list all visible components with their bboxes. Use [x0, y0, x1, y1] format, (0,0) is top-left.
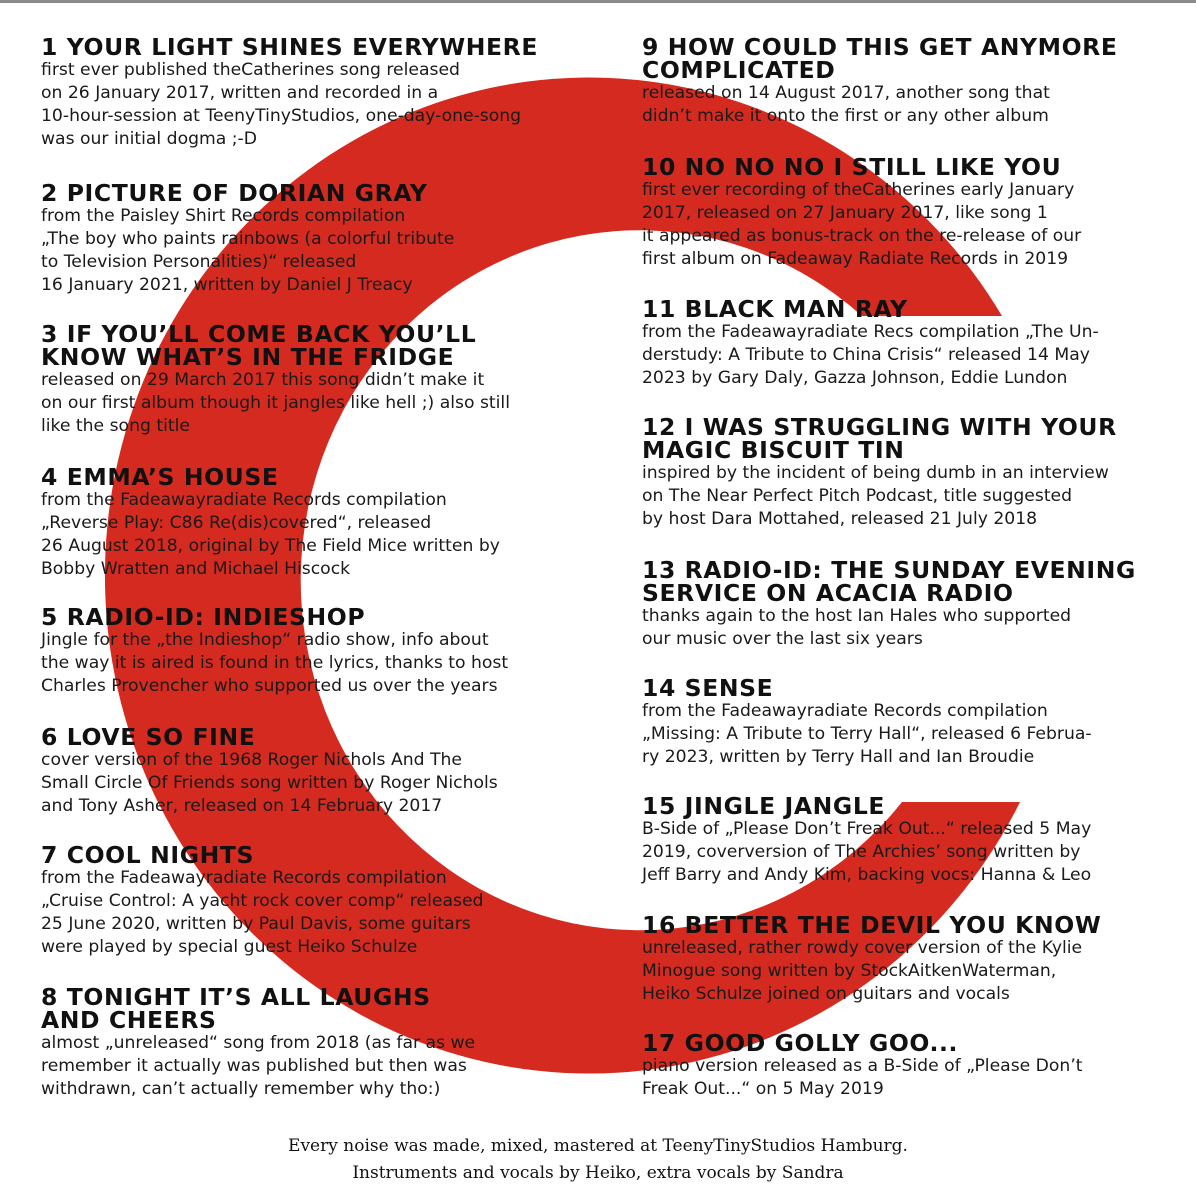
credits-line-musicians: Instruments and vocals by Heiko, extra vocals by Sandra — [352, 1163, 844, 1183]
track-title: 12 I WAS STRUGGLING WITH YOUR MAGIC BISCUIT TIN — [642, 413, 1117, 464]
track-5 — [41, 603, 581, 726]
track-3 — [41, 320, 581, 466]
track-description: Jingle for the „the Indieshop“ radio show, info about the way it is aired is found in the lyrics, thanks to host Charles Provencher who supported us over the years — [41, 630, 509, 696]
track-description: first ever published theCatherines song released on 26 January 2017, written and recorded in a 10-hour-session at TeenyTinyStudios, one-day-one-song was our initial dogma ;-D — [41, 60, 522, 149]
track-description: from the Paisley Shirt Records compilation „The boy who paints rainbows (a colorful tribute to Television Personalities)“ released 16 January 2021, written by Daniel J Treacy — [41, 206, 455, 295]
track-title: 14 SENSE — [642, 674, 774, 702]
track-description: thanks again to the host Ian Hales who supported our music over the last six years — [642, 606, 1072, 649]
track-6 — [41, 723, 581, 844]
track-title: 8 TONIGHT IT’S ALL LAUGHS AND CHEERS — [41, 983, 431, 1034]
track-2 — [41, 179, 581, 323]
track-description: from the Fadeawayradiate Records compilation „Missing: A Tribute to Terry Hall“, released 6 Februa- ry 2023, written by Terry Hall and Ian Broudie — [642, 701, 1092, 767]
track-title: 15 JINGLE JANGLE — [642, 792, 886, 820]
track-title: 10 NO NO NO I STILL LIKE YOU — [642, 153, 1062, 181]
track-11 — [642, 295, 1162, 416]
credits — [0, 1133, 1196, 1187]
track-title: 7 COOL NIGHTS — [41, 841, 255, 869]
track-1 — [41, 33, 581, 182]
track-title: 11 BLACK MAN RAY — [642, 295, 908, 323]
track-9 — [642, 33, 1162, 156]
track-14 — [642, 674, 1162, 795]
track-title: 3 IF YOU’LL COME BACK YOU’LL KNOW WHAT’S IN THE FRIDGE — [41, 320, 477, 371]
track-description: first ever recording of theCatherines early January 2017, released on 27 January 2017, like song 1 it appeared as bonus-track on the re-release of our first album on Fadeaway Radiate Records in 2019 — [642, 180, 1082, 269]
credits-line-studio: Every noise was made, mixed, mastered at TeenyTinyStudios Hamburg. — [288, 1136, 908, 1156]
track-description: almost „unreleased“ song from 2018 (as far as we remember it actually was published but then was withdrawn, can’t actually remember why tho:) — [41, 1033, 476, 1099]
track-title: 4 EMMA’S HOUSE — [41, 463, 279, 491]
track-title: 16 BETTER THE DEVIL YOU KNOW — [642, 911, 1102, 939]
track-description: inspired by the incident of being dumb in an interview on The Near Perfect Pitch Podcast, title suggested by host Dara Mottahed, released 21 July 2018 — [642, 463, 1109, 529]
track-title: 17 GOOD GOLLY GOO... — [642, 1029, 959, 1057]
track-title: 6 LOVE SO FINE — [41, 723, 256, 751]
track-description: piano version released as a B-Side of „Please Don’t Freak Out...“ on 5 May 2019 — [642, 1056, 1083, 1099]
track-description: released on 14 August 2017, another song that didn’t make it onto the first or any other album — [642, 83, 1050, 126]
track-title: 2 PICTURE OF DORIAN GRAY — [41, 179, 428, 207]
track-title: 13 RADIO-ID: THE SUNDAY EVENING SERVICE ON ACACIA RADIO — [642, 556, 1136, 607]
track-description: from the Fadeawayradiate Records compilation „Cruise Control: A yacht rock cover comp“ released 25 June 2020, written by Paul Davis, some guitars were played by special guest Heiko Schulze — [41, 868, 484, 957]
track-16 — [642, 911, 1162, 1032]
track-title: 1 YOUR LIGHT SHINES EVERYWHERE — [41, 33, 539, 61]
track-17 — [642, 1029, 1162, 1101]
track-description: released on 29 March 2017 this song didn’t make it on our first album though it jangles like hell ;) also still like the song title — [41, 370, 510, 436]
track-7 — [41, 841, 581, 986]
track-title: 9 HOW COULD THIS GET ANYMORE COMPLICATED — [642, 33, 1118, 84]
track-8 — [41, 983, 581, 1101]
tracklist-left-column — [41, 33, 581, 1101]
track-description: unreleased, rather rowdy cover version of the Kylie Minogue song written by StockAitkenWaterman, Heiko Schulze joined on guitars and vocals — [642, 938, 1083, 1004]
tracklist-right-column — [642, 33, 1162, 1101]
track-description: from the Fadeawayradiate Records compilation „Reverse Play: C86 Re(dis)covered“, released 26 August 2018, original by The Field Mice written by Bobby Wratten and Michael Hiscock — [41, 490, 500, 579]
track-description: B-Side of „Please Don’t Freak Out...“ released 5 May 2019, coverversion of The Archies’ song written by Jeff Barry and Andy Kim, backing vocs: Hanna & Leo — [642, 819, 1092, 885]
track-description: from the Fadeawayradiate Recs compilation „The Un- derstudy: A Tribute to China Crisis“ released 14 May 2023 by Gary Daly, Gazza Johnson, Eddie Lundon — [642, 322, 1099, 388]
track-title: 5 RADIO-ID: INDIESHOP — [41, 603, 366, 631]
track-10 — [642, 153, 1162, 298]
track-description: cover version of the 1968 Roger Nichols And The Small Circle Of Friends song written by Roger Nichols and Tony Asher, released on 14 February 2017 — [41, 750, 498, 816]
track-4 — [41, 463, 581, 606]
track-15 — [642, 792, 1162, 914]
track-13 — [642, 556, 1162, 677]
track-12 — [642, 413, 1162, 559]
